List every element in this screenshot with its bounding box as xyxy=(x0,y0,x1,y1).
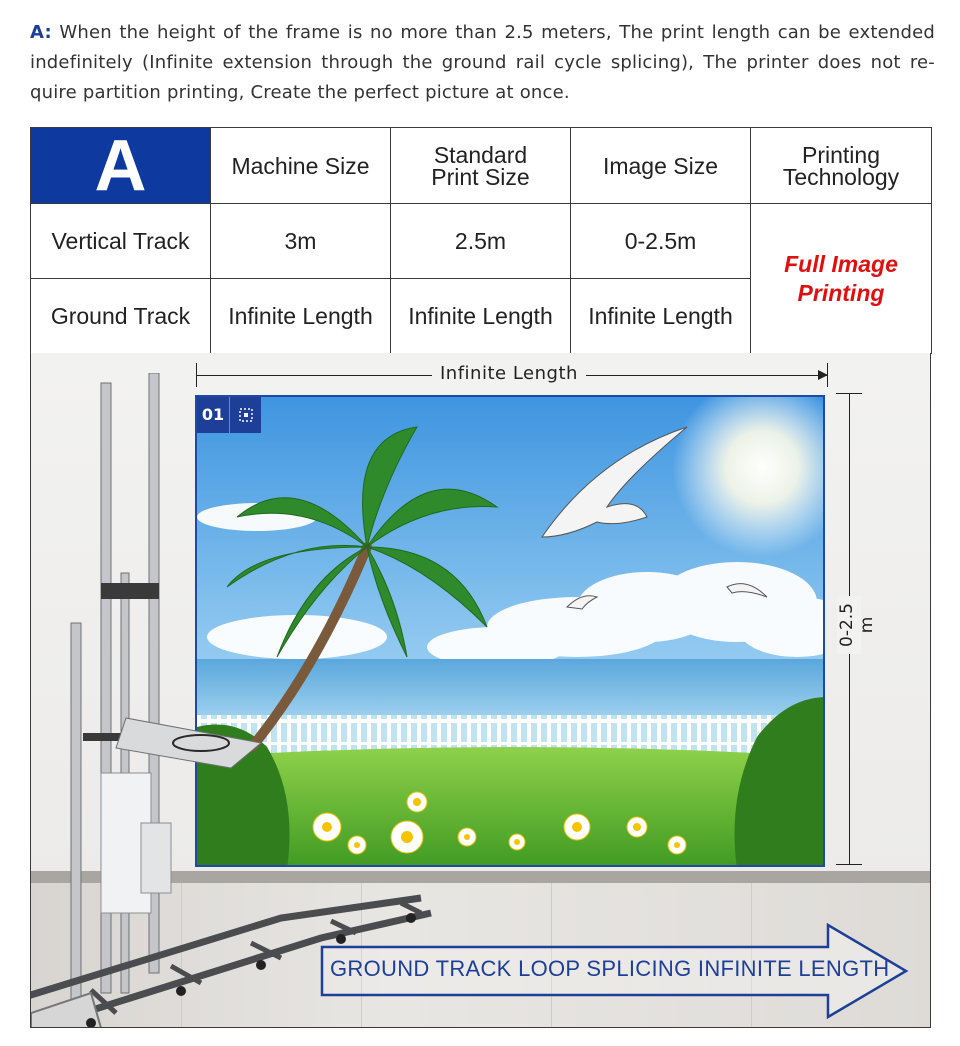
printing-technology-value xyxy=(751,204,932,354)
height-dimension xyxy=(834,393,877,865)
row-label-ground-track: Ground Track xyxy=(31,279,211,354)
cell-image-size: Infinite Length xyxy=(571,279,751,354)
cell-machine-size: 3m xyxy=(211,204,391,279)
cell-standard-print-size: Infinite Length xyxy=(391,279,571,354)
header-printing-technology-label: Printing Technology xyxy=(782,141,900,190)
height-dimension-label: 0-2.5 m xyxy=(837,596,861,654)
expand-icon[interactable] xyxy=(229,397,261,433)
header-printing-technology xyxy=(751,128,932,204)
intro-paragraph xyxy=(30,18,935,108)
image-index-number: 01 xyxy=(197,397,229,433)
header-standard-print-size xyxy=(391,128,571,204)
ground-track-banner-text: GROUND TRACK LOOP SPLICING INFINITE LENGTH xyxy=(330,956,890,981)
table-row xyxy=(31,204,932,279)
spec-table xyxy=(30,127,932,354)
header-machine-size: Machine Size xyxy=(211,128,391,204)
header-image-size: Image Size xyxy=(571,128,751,204)
cell-standard-print-size: 2.5m xyxy=(391,204,571,279)
width-dimension-label: Infinite Length xyxy=(432,363,586,384)
product-scene xyxy=(30,353,931,1028)
cell-image-size: 0-2.5m xyxy=(571,204,751,279)
intro-lead: A: xyxy=(30,22,52,43)
ground-track-banner xyxy=(320,923,910,1019)
logo-letter: A xyxy=(31,128,211,204)
printing-technology-label: Full Image Printing xyxy=(784,250,898,306)
image-index-badge xyxy=(197,397,261,433)
spec-header-row xyxy=(31,128,932,204)
header-standard-print-size-label: Standard Print Size xyxy=(431,141,530,190)
cell-machine-size: Infinite Length xyxy=(211,279,391,354)
intro-text: When the height of the frame is no more than 2.5 meters, The print length can be extended indefinitely (Infinite extension through the ground rail cycle splicing), The printer does not re-quire partition printing, Create the perfect picture at once. xyxy=(30,22,935,103)
row-label-vertical-track: Vertical Track xyxy=(31,204,211,279)
